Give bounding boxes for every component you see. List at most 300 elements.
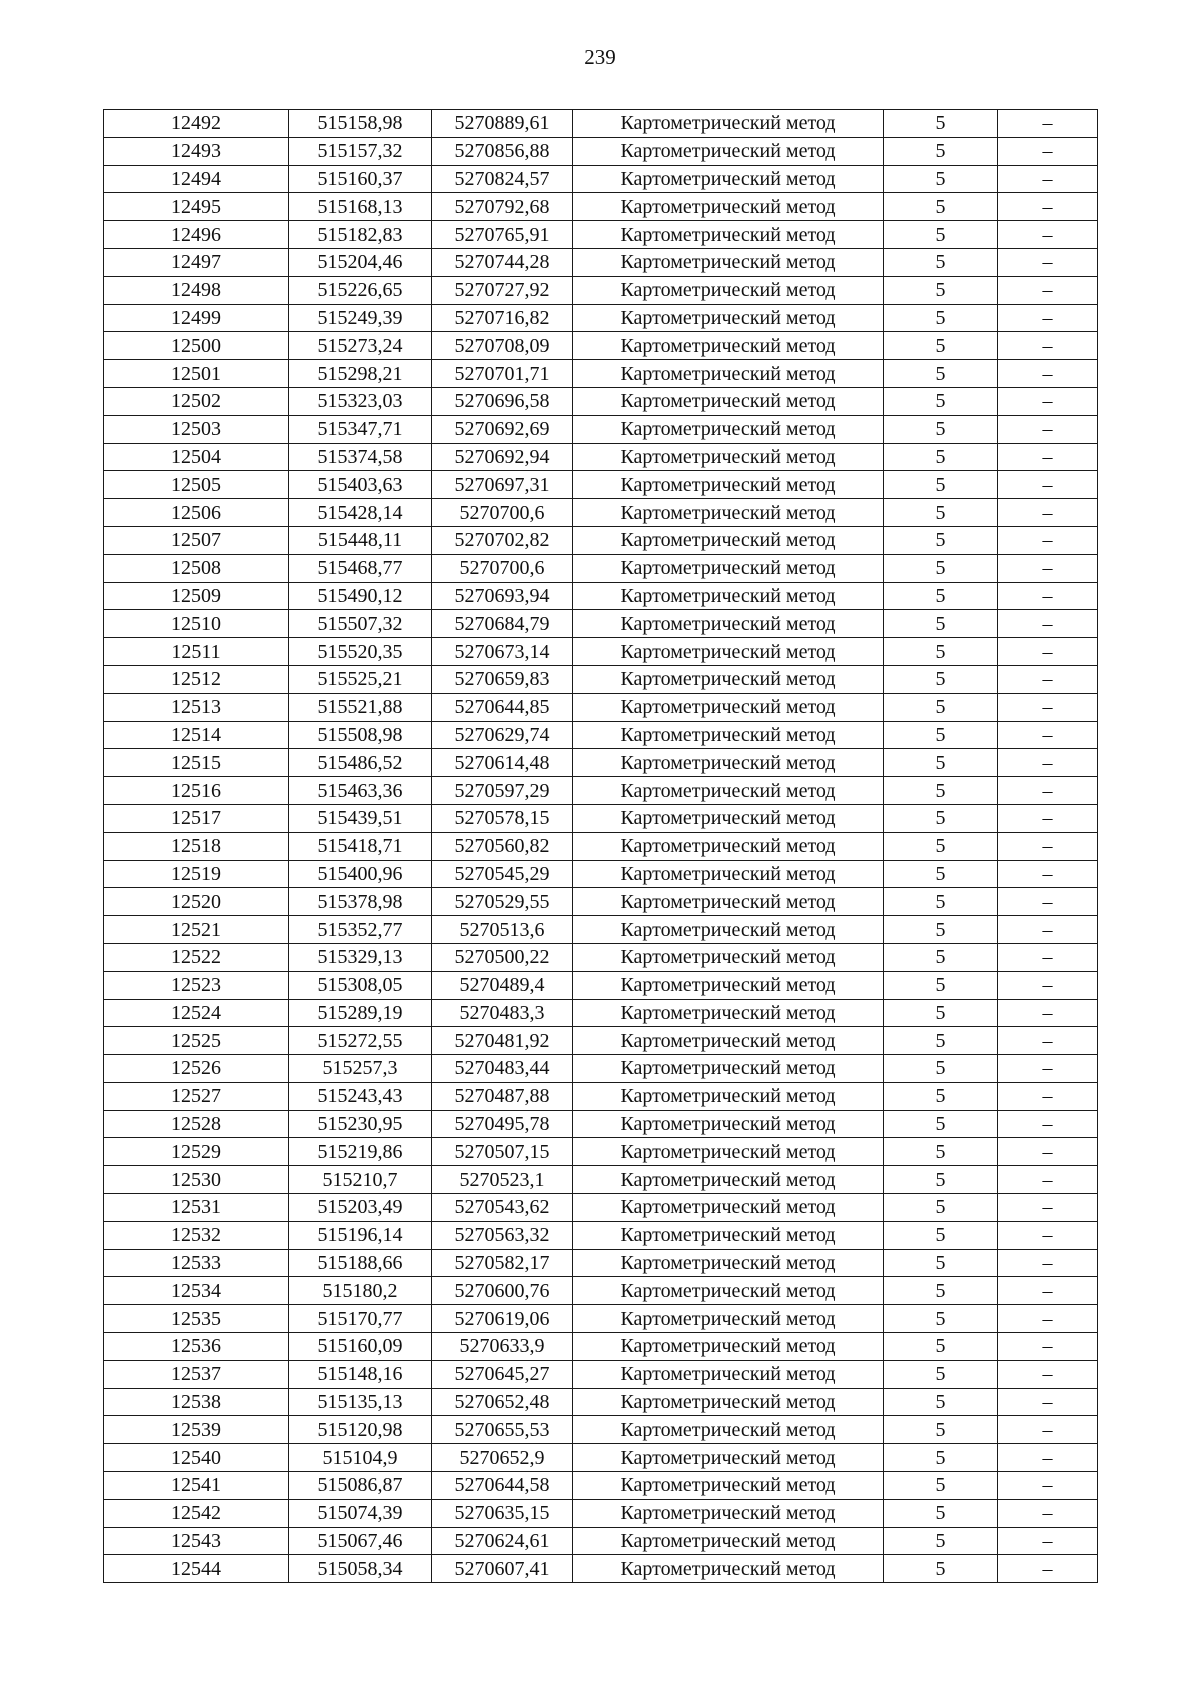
description-cell: – [998,1333,1098,1361]
point-number-cell: 12516 [104,777,289,805]
accuracy-cell: 5 [884,1555,998,1583]
y-coordinate-cell: 5270614,48 [432,749,573,777]
x-coordinate-cell: 515135,13 [289,1388,432,1416]
method-cell: Картометрический метод [573,638,884,666]
point-number-cell: 12492 [104,110,289,138]
point-number-cell: 12503 [104,415,289,443]
method-cell: Картометрический метод [573,721,884,749]
description-cell: – [998,582,1098,610]
y-coordinate-cell: 5270529,55 [432,888,573,916]
y-coordinate-cell: 5270700,6 [432,499,573,527]
table-row [104,1055,1098,1083]
x-coordinate-cell: 515463,36 [289,777,432,805]
description-cell: – [998,1499,1098,1527]
x-coordinate-cell: 515525,21 [289,665,432,693]
table-row [104,1444,1098,1472]
description-cell: – [998,1305,1098,1333]
x-coordinate-cell: 515289,19 [289,999,432,1027]
coordinates-table-body [104,110,1098,1583]
accuracy-cell: 5 [884,582,998,610]
method-cell: Картометрический метод [573,1221,884,1249]
accuracy-cell: 5 [884,1499,998,1527]
x-coordinate-cell: 515120,98 [289,1416,432,1444]
point-number-cell: 12542 [104,1499,289,1527]
x-coordinate-cell: 515347,71 [289,415,432,443]
point-number-cell: 12498 [104,276,289,304]
description-cell: – [998,1388,1098,1416]
x-coordinate-cell: 515086,87 [289,1472,432,1500]
table-row [104,276,1098,304]
accuracy-cell: 5 [884,1360,998,1388]
table-row [104,137,1098,165]
description-cell: – [998,1277,1098,1305]
point-number-cell: 12544 [104,1555,289,1583]
accuracy-cell: 5 [884,610,998,638]
page-number: 239 [584,45,616,69]
table-row [104,443,1098,471]
table-row [104,1360,1098,1388]
point-number-cell: 12518 [104,832,289,860]
y-coordinate-cell: 5270692,94 [432,443,573,471]
point-number-cell: 12531 [104,1194,289,1222]
method-cell: Картометрический метод [573,888,884,916]
accuracy-cell: 5 [884,721,998,749]
x-coordinate-cell: 515074,39 [289,1499,432,1527]
description-cell: – [998,999,1098,1027]
table-row [104,582,1098,610]
y-coordinate-cell: 5270700,6 [432,554,573,582]
table-row [104,943,1098,971]
point-number-cell: 12524 [104,999,289,1027]
x-coordinate-cell: 515323,03 [289,387,432,415]
y-coordinate-cell: 5270856,88 [432,137,573,165]
description-cell: – [998,248,1098,276]
method-cell: Картометрический метод [573,1555,884,1583]
table-row [104,832,1098,860]
accuracy-cell: 5 [884,165,998,193]
table-row [104,610,1098,638]
x-coordinate-cell: 515520,35 [289,638,432,666]
table-row [104,165,1098,193]
accuracy-cell: 5 [884,1194,998,1222]
y-coordinate-cell: 5270701,71 [432,360,573,388]
table-row [104,1249,1098,1277]
table-row [104,665,1098,693]
method-cell: Картометрический метод [573,332,884,360]
description-cell: – [998,721,1098,749]
accuracy-cell: 5 [884,554,998,582]
point-number-cell: 12501 [104,360,289,388]
y-coordinate-cell: 5270489,4 [432,971,573,999]
accuracy-cell: 5 [884,1082,998,1110]
description-cell: – [998,387,1098,415]
accuracy-cell: 5 [884,471,998,499]
method-cell: Картометрический метод [573,1388,884,1416]
method-cell: Картометрический метод [573,749,884,777]
accuracy-cell: 5 [884,665,998,693]
method-cell: Картометрический метод [573,276,884,304]
x-coordinate-cell: 515521,88 [289,693,432,721]
method-cell: Картометрический метод [573,610,884,638]
x-coordinate-cell: 515230,95 [289,1110,432,1138]
method-cell: Картометрический метод [573,471,884,499]
table-row [104,1221,1098,1249]
x-coordinate-cell: 515243,43 [289,1082,432,1110]
accuracy-cell: 5 [884,1138,998,1166]
y-coordinate-cell: 5270697,31 [432,471,573,499]
y-coordinate-cell: 5270792,68 [432,193,573,221]
coordinates-table [103,109,1098,1583]
accuracy-cell: 5 [884,1110,998,1138]
description-cell: – [998,1221,1098,1249]
accuracy-cell: 5 [884,526,998,554]
point-number-cell: 12521 [104,916,289,944]
point-number-cell: 12533 [104,1249,289,1277]
x-coordinate-cell: 515507,32 [289,610,432,638]
x-coordinate-cell: 515204,46 [289,248,432,276]
y-coordinate-cell: 5270824,57 [432,165,573,193]
y-coordinate-cell: 5270543,62 [432,1194,573,1222]
point-number-cell: 12493 [104,137,289,165]
x-coordinate-cell: 515329,13 [289,943,432,971]
accuracy-cell: 5 [884,332,998,360]
y-coordinate-cell: 5270889,61 [432,110,573,138]
method-cell: Картометрический метод [573,1194,884,1222]
y-coordinate-cell: 5270765,91 [432,221,573,249]
y-coordinate-cell: 5270560,82 [432,832,573,860]
x-coordinate-cell: 515468,77 [289,554,432,582]
point-number-cell: 12504 [104,443,289,471]
y-coordinate-cell: 5270644,58 [432,1472,573,1500]
accuracy-cell: 5 [884,999,998,1027]
point-number-cell: 12532 [104,1221,289,1249]
y-coordinate-cell: 5270500,22 [432,943,573,971]
x-coordinate-cell: 515486,52 [289,749,432,777]
method-cell: Картометрический метод [573,1333,884,1361]
y-coordinate-cell: 5270692,69 [432,415,573,443]
accuracy-cell: 5 [884,693,998,721]
point-number-cell: 12530 [104,1166,289,1194]
y-coordinate-cell: 5270607,41 [432,1555,573,1583]
accuracy-cell: 5 [884,1249,998,1277]
method-cell: Картометрический метод [573,1444,884,1472]
table-row [104,221,1098,249]
method-cell: Картометрический метод [573,1305,884,1333]
y-coordinate-cell: 5270619,06 [432,1305,573,1333]
accuracy-cell: 5 [884,916,998,944]
point-number-cell: 12519 [104,860,289,888]
table-row [104,248,1098,276]
x-coordinate-cell: 515378,98 [289,888,432,916]
y-coordinate-cell: 5270483,44 [432,1055,573,1083]
description-cell: – [998,665,1098,693]
point-number-cell: 12510 [104,610,289,638]
table-row [104,332,1098,360]
y-coordinate-cell: 5270652,48 [432,1388,573,1416]
y-coordinate-cell: 5270693,94 [432,582,573,610]
accuracy-cell: 5 [884,276,998,304]
accuracy-cell: 5 [884,193,998,221]
x-coordinate-cell: 515182,83 [289,221,432,249]
y-coordinate-cell: 5270578,15 [432,804,573,832]
accuracy-cell: 5 [884,415,998,443]
description-cell: – [998,1527,1098,1555]
method-cell: Картометрический метод [573,304,884,332]
description-cell: – [998,499,1098,527]
method-cell: Картометрический метод [573,1472,884,1500]
method-cell: Картометрический метод [573,916,884,944]
x-coordinate-cell: 515508,98 [289,721,432,749]
method-cell: Картометрический метод [573,443,884,471]
method-cell: Картометрический метод [573,415,884,443]
method-cell: Картометрический метод [573,804,884,832]
method-cell: Картометрический метод [573,1416,884,1444]
description-cell: – [998,1027,1098,1055]
point-number-cell: 12494 [104,165,289,193]
method-cell: Картометрический метод [573,1055,884,1083]
accuracy-cell: 5 [884,1333,998,1361]
point-number-cell: 12497 [104,248,289,276]
x-coordinate-cell: 515168,13 [289,193,432,221]
point-number-cell: 12496 [104,221,289,249]
description-cell: – [998,1194,1098,1222]
accuracy-cell: 5 [884,832,998,860]
point-number-cell: 12543 [104,1527,289,1555]
accuracy-cell: 5 [884,1444,998,1472]
point-number-cell: 12537 [104,1360,289,1388]
y-coordinate-cell: 5270716,82 [432,304,573,332]
accuracy-cell: 5 [884,860,998,888]
point-number-cell: 12534 [104,1277,289,1305]
y-coordinate-cell: 5270507,15 [432,1138,573,1166]
method-cell: Картометрический метод [573,1360,884,1388]
point-number-cell: 12540 [104,1444,289,1472]
point-number-cell: 12499 [104,304,289,332]
accuracy-cell: 5 [884,971,998,999]
y-coordinate-cell: 5270702,82 [432,526,573,554]
table-row [104,1527,1098,1555]
y-coordinate-cell: 5270644,85 [432,693,573,721]
y-coordinate-cell: 5270655,53 [432,1416,573,1444]
accuracy-cell: 5 [884,1166,998,1194]
description-cell: – [998,832,1098,860]
point-number-cell: 12536 [104,1333,289,1361]
method-cell: Картометрический метод [573,221,884,249]
accuracy-cell: 5 [884,1277,998,1305]
y-coordinate-cell: 5270523,1 [432,1166,573,1194]
accuracy-cell: 5 [884,1388,998,1416]
point-number-cell: 12525 [104,1027,289,1055]
y-coordinate-cell: 5270513,6 [432,916,573,944]
x-coordinate-cell: 515298,21 [289,360,432,388]
y-coordinate-cell: 5270708,09 [432,332,573,360]
method-cell: Картометрический метод [573,832,884,860]
accuracy-cell: 5 [884,387,998,415]
y-coordinate-cell: 5270659,83 [432,665,573,693]
accuracy-cell: 5 [884,221,998,249]
method-cell: Картометрический метод [573,1138,884,1166]
table-row [104,499,1098,527]
accuracy-cell: 5 [884,749,998,777]
y-coordinate-cell: 5270635,15 [432,1499,573,1527]
x-coordinate-cell: 515219,86 [289,1138,432,1166]
accuracy-cell: 5 [884,1472,998,1500]
y-coordinate-cell: 5270495,78 [432,1110,573,1138]
x-coordinate-cell: 515067,46 [289,1527,432,1555]
y-coordinate-cell: 5270652,9 [432,1444,573,1472]
y-coordinate-cell: 5270600,76 [432,1277,573,1305]
description-cell: – [998,1444,1098,1472]
point-number-cell: 12517 [104,804,289,832]
point-number-cell: 12527 [104,1082,289,1110]
table-row [104,193,1098,221]
table-row [104,110,1098,138]
point-number-cell: 12495 [104,193,289,221]
table-row [104,860,1098,888]
table-row [104,1138,1098,1166]
description-cell: – [998,749,1098,777]
description-cell: – [998,804,1098,832]
method-cell: Картометрический метод [573,360,884,388]
y-coordinate-cell: 5270481,92 [432,1027,573,1055]
y-coordinate-cell: 5270645,27 [432,1360,573,1388]
table-row [104,554,1098,582]
description-cell: – [998,193,1098,221]
table-row [104,888,1098,916]
point-number-cell: 12522 [104,943,289,971]
point-number-cell: 12528 [104,1110,289,1138]
accuracy-cell: 5 [884,1416,998,1444]
x-coordinate-cell: 515308,05 [289,971,432,999]
accuracy-cell: 5 [884,248,998,276]
x-coordinate-cell: 515439,51 [289,804,432,832]
method-cell: Картометрический метод [573,943,884,971]
description-cell: – [998,554,1098,582]
x-coordinate-cell: 515058,34 [289,1555,432,1583]
method-cell: Картометрический метод [573,665,884,693]
table-row [104,1555,1098,1583]
x-coordinate-cell: 515400,96 [289,860,432,888]
description-cell: – [998,443,1098,471]
point-number-cell: 12526 [104,1055,289,1083]
point-number-cell: 12529 [104,1138,289,1166]
y-coordinate-cell: 5270563,32 [432,1221,573,1249]
method-cell: Картометрический метод [573,1499,884,1527]
description-cell: – [998,1166,1098,1194]
table-row [104,360,1098,388]
x-coordinate-cell: 515272,55 [289,1027,432,1055]
point-number-cell: 12502 [104,387,289,415]
table-row [104,777,1098,805]
point-number-cell: 12506 [104,499,289,527]
accuracy-cell: 5 [884,443,998,471]
x-coordinate-cell: 515374,58 [289,443,432,471]
point-number-cell: 12541 [104,1472,289,1500]
x-coordinate-cell: 515418,71 [289,832,432,860]
point-number-cell: 12520 [104,888,289,916]
y-coordinate-cell: 5270582,17 [432,1249,573,1277]
table-row [104,749,1098,777]
method-cell: Картометрический метод [573,554,884,582]
table-row [104,1499,1098,1527]
y-coordinate-cell: 5270483,3 [432,999,573,1027]
method-cell: Картометрический метод [573,526,884,554]
x-coordinate-cell: 515160,09 [289,1333,432,1361]
description-cell: – [998,276,1098,304]
y-coordinate-cell: 5270545,29 [432,860,573,888]
method-cell: Картометрический метод [573,1027,884,1055]
accuracy-cell: 5 [884,1305,998,1333]
method-cell: Картометрический метод [573,1166,884,1194]
method-cell: Картометрический метод [573,110,884,138]
accuracy-cell: 5 [884,137,998,165]
accuracy-cell: 5 [884,777,998,805]
table-row [104,916,1098,944]
method-cell: Картометрический метод [573,777,884,805]
table-row [104,971,1098,999]
method-cell: Картометрический метод [573,1082,884,1110]
description-cell: – [998,916,1098,944]
y-coordinate-cell: 5270696,58 [432,387,573,415]
description-cell: – [998,1110,1098,1138]
y-coordinate-cell: 5270633,9 [432,1333,573,1361]
table-row [104,1166,1098,1194]
point-number-cell: 12513 [104,693,289,721]
table-row [104,1027,1098,1055]
table-row [104,1388,1098,1416]
x-coordinate-cell: 515196,14 [289,1221,432,1249]
y-coordinate-cell: 5270744,28 [432,248,573,276]
x-coordinate-cell: 515157,32 [289,137,432,165]
point-number-cell: 12535 [104,1305,289,1333]
method-cell: Картометрический метод [573,1527,884,1555]
method-cell: Картометрический метод [573,1110,884,1138]
y-coordinate-cell: 5270629,74 [432,721,573,749]
method-cell: Картометрический метод [573,499,884,527]
method-cell: Картометрический метод [573,971,884,999]
description-cell: – [998,1360,1098,1388]
description-cell: – [998,638,1098,666]
table-row [104,387,1098,415]
table-row [104,638,1098,666]
point-number-cell: 12512 [104,665,289,693]
method-cell: Картометрический метод [573,1249,884,1277]
description-cell: – [998,1555,1098,1583]
x-coordinate-cell: 515249,39 [289,304,432,332]
description-cell: – [998,360,1098,388]
description-cell: – [998,1416,1098,1444]
x-coordinate-cell: 515448,11 [289,526,432,554]
y-coordinate-cell: 5270673,14 [432,638,573,666]
x-coordinate-cell: 515257,3 [289,1055,432,1083]
method-cell: Картометрический метод [573,1277,884,1305]
point-number-cell: 12505 [104,471,289,499]
method-cell: Картометрический метод [573,860,884,888]
description-cell: – [998,777,1098,805]
point-number-cell: 12514 [104,721,289,749]
description-cell: – [998,1082,1098,1110]
y-coordinate-cell: 5270597,29 [432,777,573,805]
point-number-cell: 12539 [104,1416,289,1444]
table-row [104,415,1098,443]
accuracy-cell: 5 [884,1527,998,1555]
description-cell: – [998,610,1098,638]
description-cell: – [998,1055,1098,1083]
point-number-cell: 12509 [104,582,289,610]
description-cell: – [998,1472,1098,1500]
method-cell: Картометрический метод [573,582,884,610]
accuracy-cell: 5 [884,304,998,332]
